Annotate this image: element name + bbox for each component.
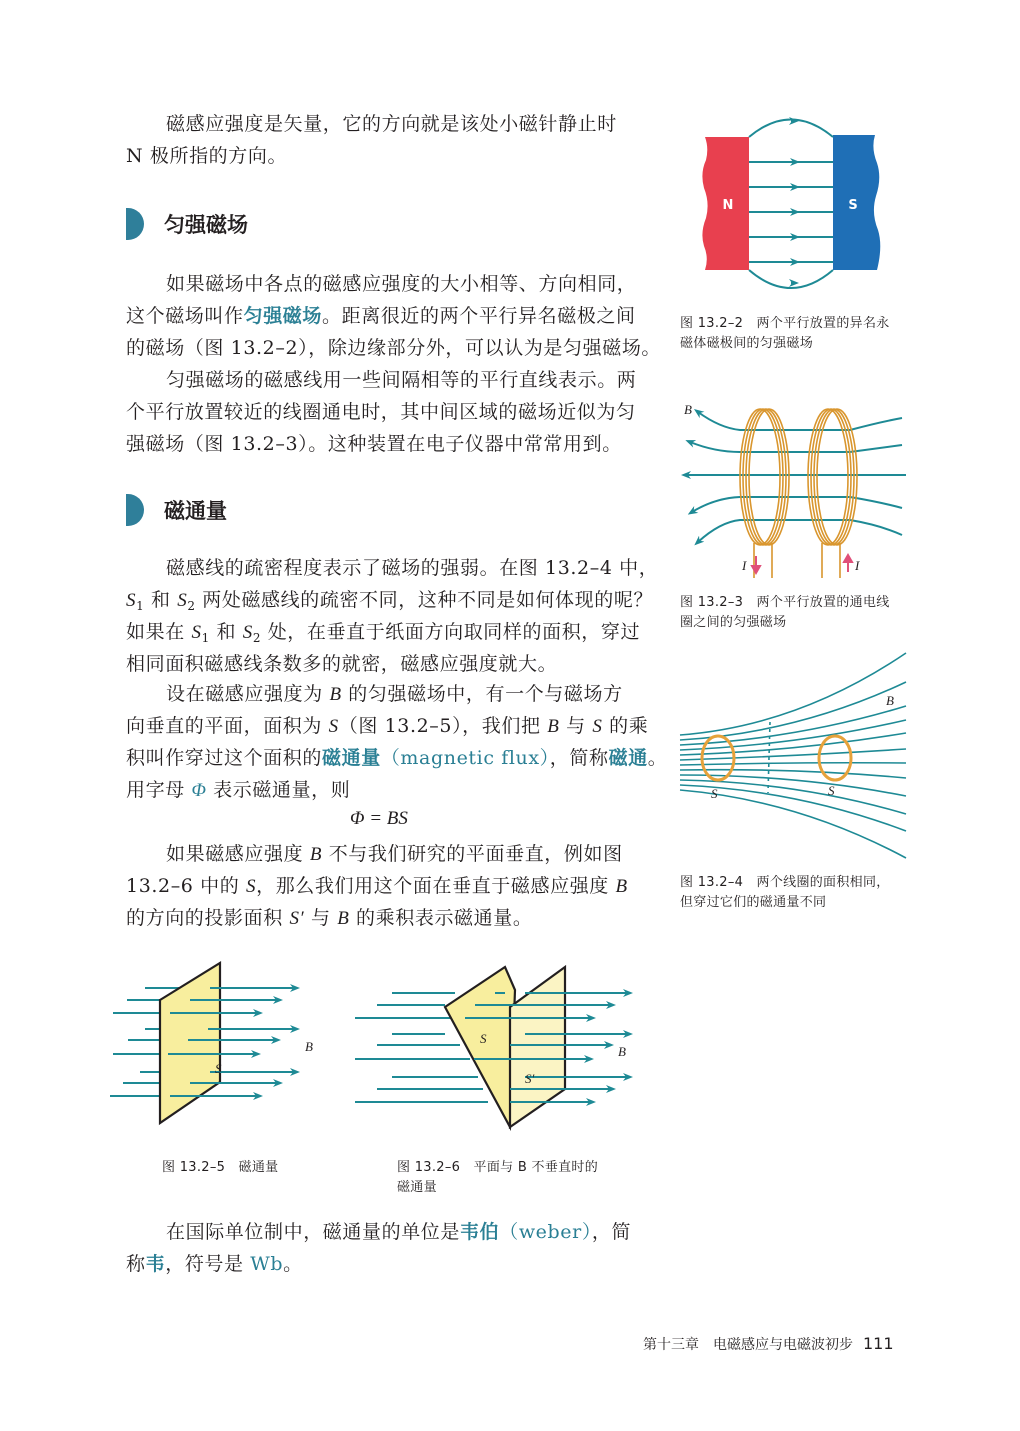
symbol-b: B: [615, 876, 628, 897]
symbol-s: S: [177, 590, 188, 611]
symbol-s: S: [592, 716, 603, 737]
b-label: B: [684, 402, 692, 417]
text-span: 在国际单位制中，磁通量的单位是: [166, 1221, 461, 1243]
chapter-title: 第十三章 电磁感应与电磁波初步: [643, 1337, 853, 1353]
text-line: [126, 838, 628, 870]
text-line: N 极所指的方向。: [126, 145, 288, 167]
text-line: [126, 774, 667, 806]
text-span: 称: [126, 1253, 146, 1275]
text-span: ，简: [591, 1221, 632, 1243]
figure-caption-13-2-2: [680, 314, 890, 354]
figure-flux-perpendicular-plane: [130, 960, 330, 1130]
symbol-phi: Φ: [191, 780, 207, 801]
symbol-s: S: [245, 876, 257, 897]
text-span: 积叫作穿过这个面积的: [126, 747, 323, 769]
text-span: 的乘: [602, 715, 649, 737]
paragraph-projection: [126, 838, 628, 934]
paragraph-flux-unit: [126, 1216, 631, 1280]
paragraph-uniform-field-definition: [126, 268, 661, 364]
symbol-b: B: [309, 844, 323, 865]
text-span: 处，在垂直于纸面方向取同样的面积，穿过: [261, 621, 641, 643]
symbol-s: S: [191, 622, 202, 643]
term-uniform-field: 匀强磁场: [243, 305, 323, 327]
formula-flux: Φ = BS: [350, 808, 408, 829]
b-label: B: [618, 1044, 626, 1059]
text-span: 如果磁感应强度: [166, 843, 310, 865]
current-arrows: [752, 555, 852, 573]
text-span: 。: [647, 747, 668, 769]
field-lines: [749, 120, 833, 289]
text-line: [126, 902, 628, 934]
text-span: 的乘积表示磁通量。: [349, 907, 533, 929]
symbol-wb: Wb: [250, 1253, 284, 1275]
term-flux-short: 磁通: [608, 747, 648, 769]
text-line: 磁感线的疏密程度表示了磁场的强弱。在图 13.2–4 中，: [166, 557, 659, 579]
text-span: 。: [283, 1253, 303, 1275]
symbol-b: B: [337, 908, 350, 929]
text-span: 的匀强磁场中，有一个与磁场方: [341, 683, 623, 705]
paragraph-vector-direction: [126, 108, 617, 172]
caption-line: 图 13.2–3 两个平行放置的通电线: [680, 595, 890, 610]
page-number: 111: [863, 1334, 894, 1353]
subscript: 2: [187, 599, 196, 613]
section-marker-icon: [126, 208, 144, 240]
b-label: B: [305, 1039, 313, 1054]
text-span: 。距离很近的两个平行异名磁极之间: [322, 305, 636, 327]
text-span: 如果在: [126, 621, 192, 643]
text-line: [126, 710, 667, 742]
text-span: 与: [304, 907, 338, 929]
figure-flux-tilted-plane: [375, 955, 645, 1135]
caption-line: 图 13.2–6 平面与 B 不垂直时的: [397, 1160, 599, 1175]
text-line: [126, 584, 658, 616]
term-weber: 韦伯: [460, 1221, 500, 1243]
term-wei: 韦: [145, 1253, 166, 1275]
paragraph-uniform-field-lines: [126, 364, 636, 460]
text-span: 和: [209, 621, 243, 643]
text-span: ，那么我们用这个面在垂直于磁感应强度: [256, 875, 616, 897]
text-span: 13.2–6 中的: [126, 875, 246, 897]
text-line: 磁感应强度是矢量，它的方向就是该处小磁针静止时: [166, 113, 617, 135]
s-label: S: [215, 1061, 222, 1076]
symbol-s: S: [328, 716, 339, 737]
text-span: 表示磁通量，则: [206, 779, 351, 801]
text-line: [126, 1216, 631, 1248]
subscript: 1: [136, 599, 145, 613]
field-lines: [686, 412, 906, 542]
s1-label: S: [711, 786, 718, 801]
south-label: S: [848, 198, 858, 213]
symbol-s: S: [242, 622, 253, 643]
symbol-b: B: [547, 716, 560, 737]
text-line: 如果磁场中各点的磁感应强度的大小相等、方向相同，: [166, 273, 637, 295]
figure-caption-13-2-5: [162, 1158, 278, 1178]
text-line: 相同面积磁感线条数多的就密，磁感应强度就大。: [126, 653, 558, 675]
coil-left: [740, 409, 789, 578]
caption-line: 图 13.2–2 两个平行放置的异名永: [680, 316, 890, 331]
caption-line: 磁通量: [397, 1180, 437, 1195]
section-heading-uniform-field: [126, 208, 248, 240]
s-prime-label: S′: [525, 1071, 535, 1086]
section-heading-magnetic-flux: [126, 494, 227, 526]
text-span: 不与我们研究的平面垂直，例如图: [322, 843, 623, 865]
page-footer: [643, 1334, 894, 1354]
current-label-left: I: [742, 558, 747, 573]
caption-line: 但穿过它们的磁通量不同: [680, 895, 827, 910]
paragraph-field-density: [126, 552, 658, 680]
text-span: 和: [144, 589, 178, 611]
paragraph-flux-definition: [126, 678, 667, 806]
text-line: 个平行放置较近的线圈通电时，其中间区域的磁场近似为匀: [126, 401, 636, 423]
text-span: 用字母: [126, 779, 192, 801]
text-line: 强磁场（图 13.2–3）。这种装置在电子仪器中常常用到。: [126, 433, 622, 455]
figure-helmholtz-coils: [680, 400, 910, 580]
text-line: 的磁场（图 13.2–2），除边缘部分外，可以认为是匀强磁场。: [126, 337, 662, 359]
text-span: （图 13.2–5），我们把: [338, 715, 548, 737]
text-span: 两处磁感线的疏密不同，这种不同是如何体现的呢？: [195, 589, 654, 611]
text-line: 匀强磁场的磁感线用一些间隔相等的平行直线表示。两: [166, 369, 637, 391]
text-span: 的方向的投影面积: [126, 907, 290, 929]
s-label: S: [480, 1031, 487, 1046]
caption-line: 磁体磁极间的匀强磁场: [680, 336, 814, 351]
text-line: [126, 742, 667, 774]
text-line: [126, 300, 661, 332]
term-english: （weber）: [499, 1221, 592, 1243]
current-label-right: I: [855, 558, 860, 573]
text-span: 与: [559, 715, 593, 737]
section-marker-icon: [126, 494, 144, 526]
figure-magnets-uniform-field: [700, 118, 890, 288]
caption-line: 图 13.2–5 磁通量: [162, 1160, 279, 1175]
section-title: 磁通量: [164, 499, 227, 523]
section-title: 匀强磁场: [164, 213, 248, 237]
subscript: 2: [252, 631, 262, 645]
figure-diverging-field-loops: [678, 648, 908, 863]
symbol-s-prime: S′: [289, 908, 305, 929]
text-line: [126, 616, 658, 648]
figure-caption-13-2-3: [680, 593, 890, 633]
caption-line: 图 13.2–4 两个线圈的面积相同，: [680, 875, 890, 890]
text-span: ，符号是: [165, 1253, 251, 1275]
field-lines: [680, 653, 906, 858]
term-magnetic-flux: 磁通量: [322, 747, 381, 769]
text-span: 这个磁场叫作: [126, 305, 244, 327]
subscript: 1: [201, 631, 210, 645]
text-line: [126, 678, 667, 710]
caption-line: 圈之间的匀强磁场: [680, 615, 787, 630]
text-line: [126, 1248, 631, 1280]
symbol-b: B: [329, 684, 342, 705]
symbol-s: S: [126, 590, 137, 611]
figure-caption-13-2-6: [397, 1158, 598, 1198]
text-span: 向垂直的平面，面积为: [126, 715, 329, 737]
north-label: N: [722, 198, 734, 213]
figure-caption-13-2-4: [680, 873, 890, 913]
text-line: [126, 870, 628, 902]
text-span: ，简称: [549, 747, 609, 769]
s2-label: S: [828, 783, 835, 798]
b-label: B: [886, 693, 894, 708]
text-span: 设在磁感应强度为: [166, 683, 330, 705]
coil-right: [808, 409, 857, 578]
term-english: （magnetic flux）: [380, 747, 550, 769]
